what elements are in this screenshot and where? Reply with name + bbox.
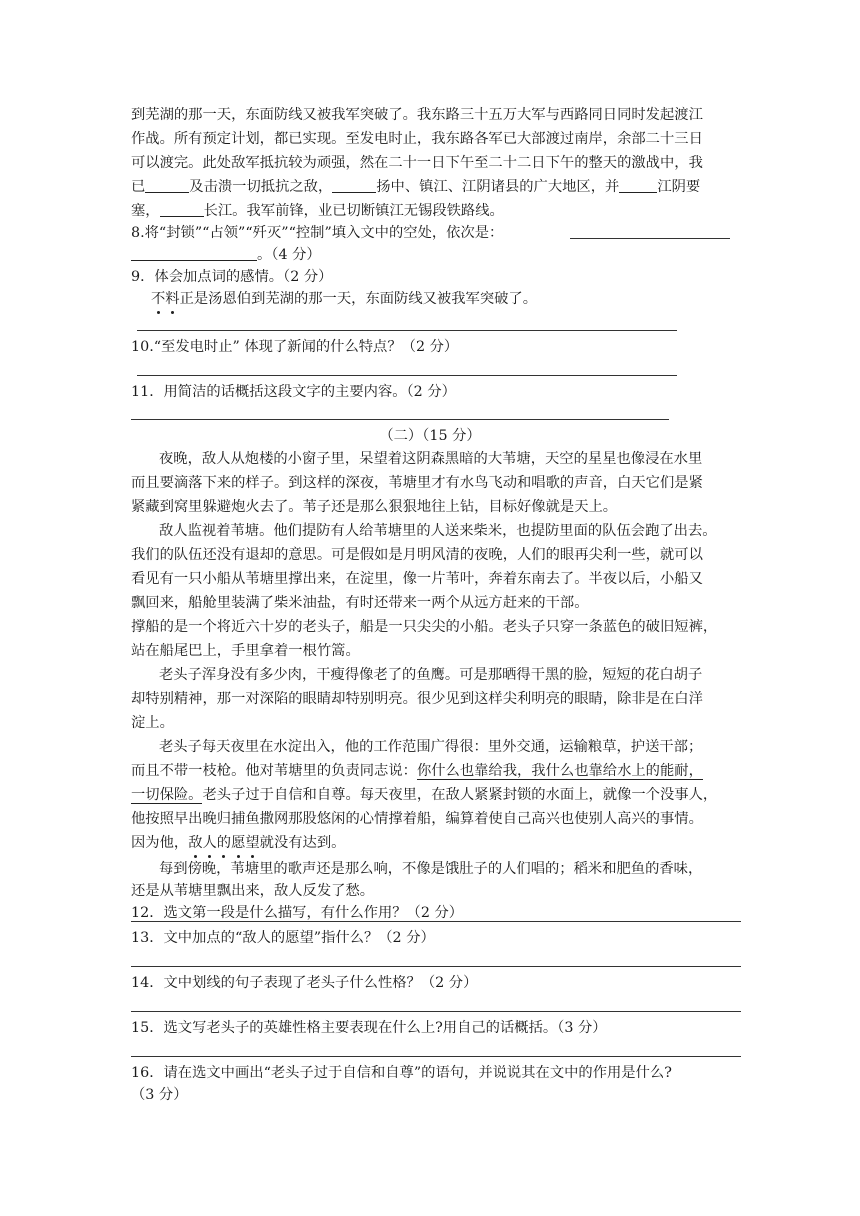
- fill-blank-2[interactable]: [332, 178, 376, 193]
- text-line: 到芜湖的那一天，东面防线又被我军突破了。我东路三十五万大军与西路同日同时发起渡江: [131, 107, 703, 123]
- emphasis-dot-char: 望: [245, 832, 259, 854]
- underlined-sentence: 你什么也靠给我，我什么也靠给水上的能耐，: [416, 763, 703, 779]
- text: 长江。我军前锋，业已切断镇江无锡段铁路线。: [203, 203, 504, 219]
- question-15: 15．选文写老头子的英雄性格主要表现在什么上?用自己的话概括。（3 分）: [131, 1020, 607, 1036]
- answer-line[interactable]: [131, 1011, 741, 1012]
- text-line: [131, 200, 504, 222]
- fill-blank-4[interactable]: [160, 202, 204, 217]
- text: 老头子过于自信和自尊。每天夜里，在敌人紧紧封锁的水面上，就像一个没事人，: [202, 787, 718, 803]
- underlined-sentence: 一切保险。: [131, 787, 203, 803]
- text: 江阴要: [657, 179, 701, 195]
- emphasis-dot-char: 不: [151, 288, 165, 310]
- text: 就没有达到。: [259, 835, 346, 851]
- answer-line[interactable]: [570, 238, 730, 239]
- answer-line[interactable]: [131, 1056, 741, 1057]
- question-13: 13．文中加点的“敌人的愿望”指什么？（2 分）: [131, 930, 435, 946]
- question-9: 9．体会加点词的感情。（2 分）: [131, 269, 333, 285]
- question-8-cont: [131, 244, 321, 266]
- answer-line[interactable]: [131, 921, 741, 922]
- text-line: 老头子每天夜里在水淀出入，他的工作范围广得很：里外交通，运输粮草，护送干部；: [159, 739, 703, 755]
- text: 塞，: [131, 203, 160, 219]
- text-line: 站在船尾巴上，手里拿着一根竹篙。: [131, 643, 360, 659]
- section-heading: （二）（15 分）: [379, 428, 481, 444]
- text-line: 撑船的是一个将近六十岁的老头子，船是一只尖尖的小船。老头子只穿一条蓝色的破旧短裤，: [131, 619, 718, 635]
- text: 已: [131, 179, 146, 195]
- text-line: [131, 832, 345, 854]
- text: 扬中、镇江、江阴诸县的广大地区，并: [376, 179, 620, 195]
- emphasis-dot-char: 的: [217, 832, 231, 854]
- answer-line[interactable]: [137, 330, 677, 331]
- answer-line[interactable]: [131, 966, 741, 967]
- question-12: 12．选文第一段是什么描写，有什么作用？（2 分）: [131, 905, 464, 921]
- question-text: 8.将“封锁”“占领”“歼灭”“控制”填入文中的空处，依次是：: [131, 225, 504, 241]
- emphasis-dot-char: 愿: [231, 832, 245, 854]
- emphasis-dot-char: 敌: [188, 832, 202, 854]
- question-10: 10.“至发电时止” 体现了新闻的什么特点？（2 分）: [131, 339, 459, 355]
- text-line: 夜晚，敌人从炮楼的小窗子里，呆望着这阴森黑暗的大苇塘，天空的星星也像浸在水里: [159, 451, 703, 467]
- text-line: 还是从苇塘里飘出来，敌人反发了愁。: [131, 883, 375, 899]
- text-line: [131, 176, 700, 198]
- question-8: [131, 222, 503, 244]
- answer-line[interactable]: [137, 375, 677, 376]
- text-line: 每到傍晚，苇塘里的歌声还是那么响，不像是饿肚子的人们唱的；稻米和肥鱼的香味，: [159, 861, 703, 877]
- text-line: 淀上。: [131, 715, 174, 731]
- text-line: 他按照早出晚归捕鱼撒网那股悠闲的心情撑着船，编算着使自己高兴也使别人高兴的事情。: [131, 811, 703, 827]
- text-line: 飘回来，船舱里装满了柴米油盐，有时还带来一两个从远方赶来的干部。: [131, 595, 589, 611]
- text: 而且不带一枝枪。他对苇塘里的负责同志说：: [131, 763, 417, 779]
- quote-line: [151, 288, 537, 310]
- emphasis-dot-char: 料: [165, 288, 179, 310]
- question-16: 16．请在选文中画出“老头子过于自信和自尊”的语句，并说说其在文中的作用是什么?: [131, 1065, 672, 1081]
- answer-blank[interactable]: [131, 246, 257, 261]
- text-line: 而且要滴落下来的样子。到这样的深夜，苇塘里才有水鸟飞动和唱歌的声音，白天它们是紧: [131, 475, 703, 491]
- text-line: 紧藏到窝里躲避炮火去了。苇子还是那么狠狠地往上钻，目标好像就是天上。: [131, 499, 618, 515]
- text-line: 老头子浑身没有多少肉，干瘦得像老了的鱼鹰。可是那晒得干黑的脸，短短的花白胡子: [159, 667, 703, 683]
- emphasis-dot-char: 人: [202, 832, 216, 854]
- text-line: [131, 760, 703, 782]
- text-line: 作战。所有预定计划，都已实现。至发电时止，我东路各军已大部渡过南岸，余部二十三日: [131, 131, 703, 147]
- text-line: 却特别精神，那一对深陷的眼睛却特别明亮。很少见到这样尖利明亮的眼睛，除非是在白洋: [131, 691, 703, 707]
- text: 正是汤恩伯到芜湖的那一天，东面防线又被我军突破了。: [179, 291, 538, 307]
- fill-blank-1[interactable]: [145, 178, 189, 193]
- text-line: 我们的队伍还没有退却的意思。可是假如是月明风清的夜晚，人们的眼再尖利一些，就可以: [131, 547, 703, 563]
- text: 及击溃一切抵抗之敌，: [189, 179, 333, 195]
- answer-line[interactable]: [131, 419, 669, 420]
- text: 因为他，: [131, 835, 189, 851]
- text-line: 看见有一只小船从苇塘里撑出来，在淀里，像一片苇叶，奔着东南去了。半夜以后，小船又: [131, 571, 703, 587]
- question-16-score: （3 分）: [131, 1087, 188, 1103]
- fill-blank-3[interactable]: [619, 178, 657, 193]
- text-line: [131, 784, 717, 806]
- question-14: 14．文中划线的句子表现了老头子什么性格？（2 分）: [131, 975, 478, 991]
- question-11: 11．用简洁的话概括这段文字的主要内容。（2 分）: [131, 384, 456, 400]
- text-line: 敌人监视着苇塘。他们提防有人给苇塘里的人送来柴米，也提防里面的队伍会跑了出去。: [159, 523, 717, 539]
- text-line: 可以渡完。此处敌军抵抗较为顽强，然在二十一日下午至二十二日下午的整天的激战中，我: [131, 155, 703, 171]
- question-score: 。（4 分）: [257, 247, 321, 263]
